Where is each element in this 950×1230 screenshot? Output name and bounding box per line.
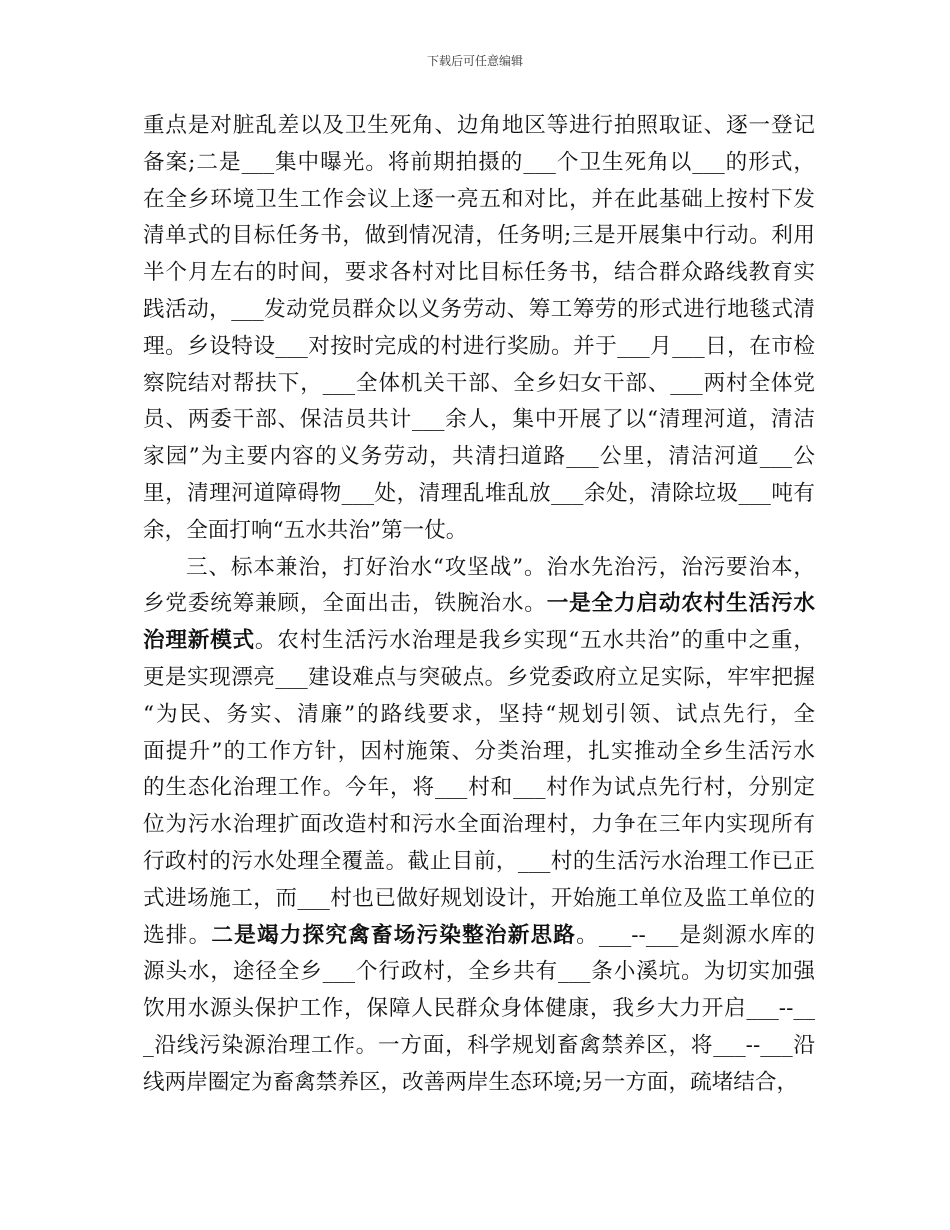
paragraph (143, 108, 815, 550)
text-line (143, 586, 815, 623)
text-segment: 行政村的污水处理全覆盖。截止目前，___村的生活污水治理工作已正 (143, 848, 815, 874)
text-line (143, 439, 815, 476)
text-segment: 清单式的目标任务书，做到情况清，任务明;三是开展集中行动。利用 (143, 223, 815, 249)
text-segment: 乡党委统筹兼顾，全面出击，铁腕治水。 (143, 591, 547, 617)
text-line (143, 734, 815, 771)
text-line (143, 954, 815, 991)
text-line (143, 402, 815, 439)
page-header: 下载后可任意编辑 (426, 54, 523, 68)
text-segment: 式进场施工，而___村也已做好规划设计，开始施工单位及监工单位的 (143, 885, 815, 911)
text-line (143, 1028, 815, 1065)
text-segment: 半个月左右的时间，要求各村对比目标任务书，结合群众路线教育实 (143, 260, 815, 286)
text-line (143, 697, 815, 734)
text-line (143, 292, 815, 329)
text-segment: 余，全面打响“五水共治”第一仗。 (143, 517, 468, 543)
text-line (143, 1065, 815, 1102)
text-line (143, 770, 815, 807)
text-segment: 更是实现漂亮___建设难点与突破点。乡党委政府立足实际，牢牢把握 (143, 664, 815, 690)
text-segment: 践活动，___发动党员群众以义务劳动、筹工筹劳的形式进行地毯式清 (143, 296, 815, 322)
text-segment: “为民、务实、清廉”的路线要求，坚持“规划引领、试点先行，全 (143, 701, 815, 727)
text-segment: 选排。 (143, 922, 212, 948)
text-line (143, 623, 815, 660)
text-line (143, 108, 815, 145)
text-line (143, 660, 815, 697)
text-segment: 备案;二是___集中曝光。将前期拍摄的___个卫生死角以___的形式， (143, 149, 815, 175)
bold-text-segment: 一是全力启动农村生活污水 (546, 591, 815, 617)
text-line (143, 329, 815, 366)
text-segment: 饮用水源头保护工作，保障人民群众身体健康，我乡大力开启___--__ (143, 996, 815, 1022)
text-segment: 家园”为主要内容的义务劳动，共清扫道路___公里，清洁河道___公 (143, 444, 815, 470)
text-line (143, 145, 815, 182)
text-segment: 三、标本兼治，打好治水“攻坚战”。治水先治污，治污要治本， (186, 554, 815, 580)
text-segment: 的生态化治理工作。今年，将___村和___村作为试点先行村，分别定 (143, 775, 815, 801)
text-line (143, 182, 815, 219)
text-segment: 。___--___是剡源水库的 (576, 922, 815, 948)
text-segment: 理。乡设特设___对按时完成的村进行奖励。并于___月___日，在市检 (143, 333, 815, 359)
text-segment: 线两岸圈定为畜禽禁养区，改善两岸生态环境;另一方面，疏堵结合， (143, 1069, 799, 1095)
text-line (143, 844, 815, 881)
text-line (143, 513, 815, 550)
text-segment: 察院结对帮扶下，___全体机关干部、全乡妇女干部、___两村全体党 (143, 370, 815, 396)
bold-text-segment: 二是竭力探究禽畜场污染整治新思路 (211, 922, 577, 948)
text-segment: 面提升”的工作方针，因村施策、分类治理，扎实推动全乡生活污水 (143, 738, 815, 764)
document-body (143, 108, 815, 1102)
text-line (143, 881, 815, 918)
text-line (143, 218, 815, 255)
text-segment: 重点是对脏乱差以及卫生死角、边角地区等进行拍照取证、逐一登记 (143, 113, 815, 138)
bold-text-segment: 治理新模式 (143, 628, 255, 654)
text-line (143, 550, 815, 587)
text-segment: 位为污水治理扩面改造村和污水全面治理村，力争在三年内实现所有 (143, 812, 815, 838)
text-segment: 员、两委干部、保洁员共计___余人，集中开展了以“清理河道，清洁 (143, 407, 815, 433)
text-segment: 里，清理河道障碍物___处，清理乱堆乱放___余处，清除垃圾___吨有 (143, 480, 815, 506)
text-line (143, 476, 815, 513)
text-line (143, 255, 815, 292)
text-line (143, 991, 815, 1028)
text-line (143, 918, 815, 955)
text-segment: 在全乡环境卫生工作会议上逐一亮五和对比，并在此基础上按村下发 (143, 186, 815, 212)
paragraph (143, 550, 815, 1102)
text-segment: 源头水，途径全乡___个行政村，全乡共有___条小溪坑。为切实加强 (143, 959, 815, 985)
text-segment: 。农村生活污水治理是我乡实现“五水共治”的重中之重， (254, 628, 815, 654)
text-segment: _沿线污染源治理工作。一方面，科学规划畜禽禁养区，将___--___沿 (143, 1032, 815, 1058)
text-line (143, 366, 815, 403)
text-line (143, 807, 815, 844)
